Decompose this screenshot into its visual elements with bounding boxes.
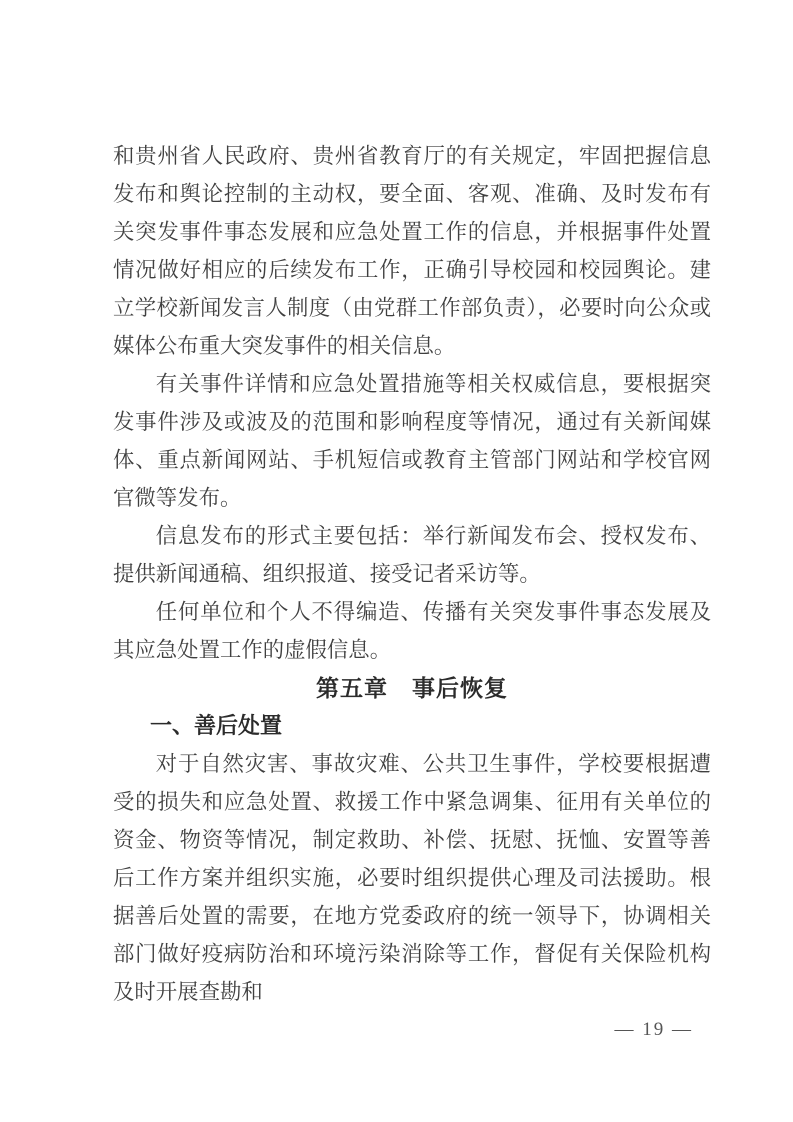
paragraph-3: 信息发布的形式主要包括：举行新闻发布会、授权发布、提供新闻通稿、组织报道、接受记者采访等。 xyxy=(113,524,711,586)
document-body xyxy=(113,137,711,1011)
section-heading: 一、善后处置 xyxy=(150,713,283,738)
paragraph-2: 有关事件详情和应急处置措施等相关权威信息，要根据突发事件涉及或波及的范围和影响程度等情况，通过有关新闻媒体、重点新闻网站、手机短信或教育主管部门网站和学校官网官微等发布。 xyxy=(113,372,711,510)
page-number: — 19 — xyxy=(614,1019,693,1040)
paragraph-1: 和贵州省人民政府、贵州省教育厅的有关规定，牢固把握信息发布和舆论控制的主动权，要全面、客观、准确、及时发布有关突发事件事态发展和应急处置工作的信息，并根据事件处置情况做好相应的后续发布工作，正确引导校园和校园舆论。建立学校新闻发言人制度（由党群工作部负责），必要时向公众或媒体公布重大突发事件的相关信息。 xyxy=(113,144,711,358)
paragraph-5: 对于自然灾害、事故灾难、公共卫生事件，学校要根据遭受的损失和应急处置、救援工作中紧急调集、征用有关单位的资金、物资等情况，制定救助、补偿、抚慰、抚恤、安置等善后工作方案并组织实施，必要时组织提供心理及司法援助。根据善后处置的需要，在地方党委政府的统一领导下，协调相关部门做好疫病防治和环境污染消除等工作，督促有关保险机构及时开展查勘和 xyxy=(113,752,711,1004)
paragraph-4: 任何单位和个人不得编造、传播有关突发事件事态发展及其应急处置工作的虚假信息。 xyxy=(113,600,711,662)
chapter-heading: 第五章 事后恢复 xyxy=(316,675,508,701)
